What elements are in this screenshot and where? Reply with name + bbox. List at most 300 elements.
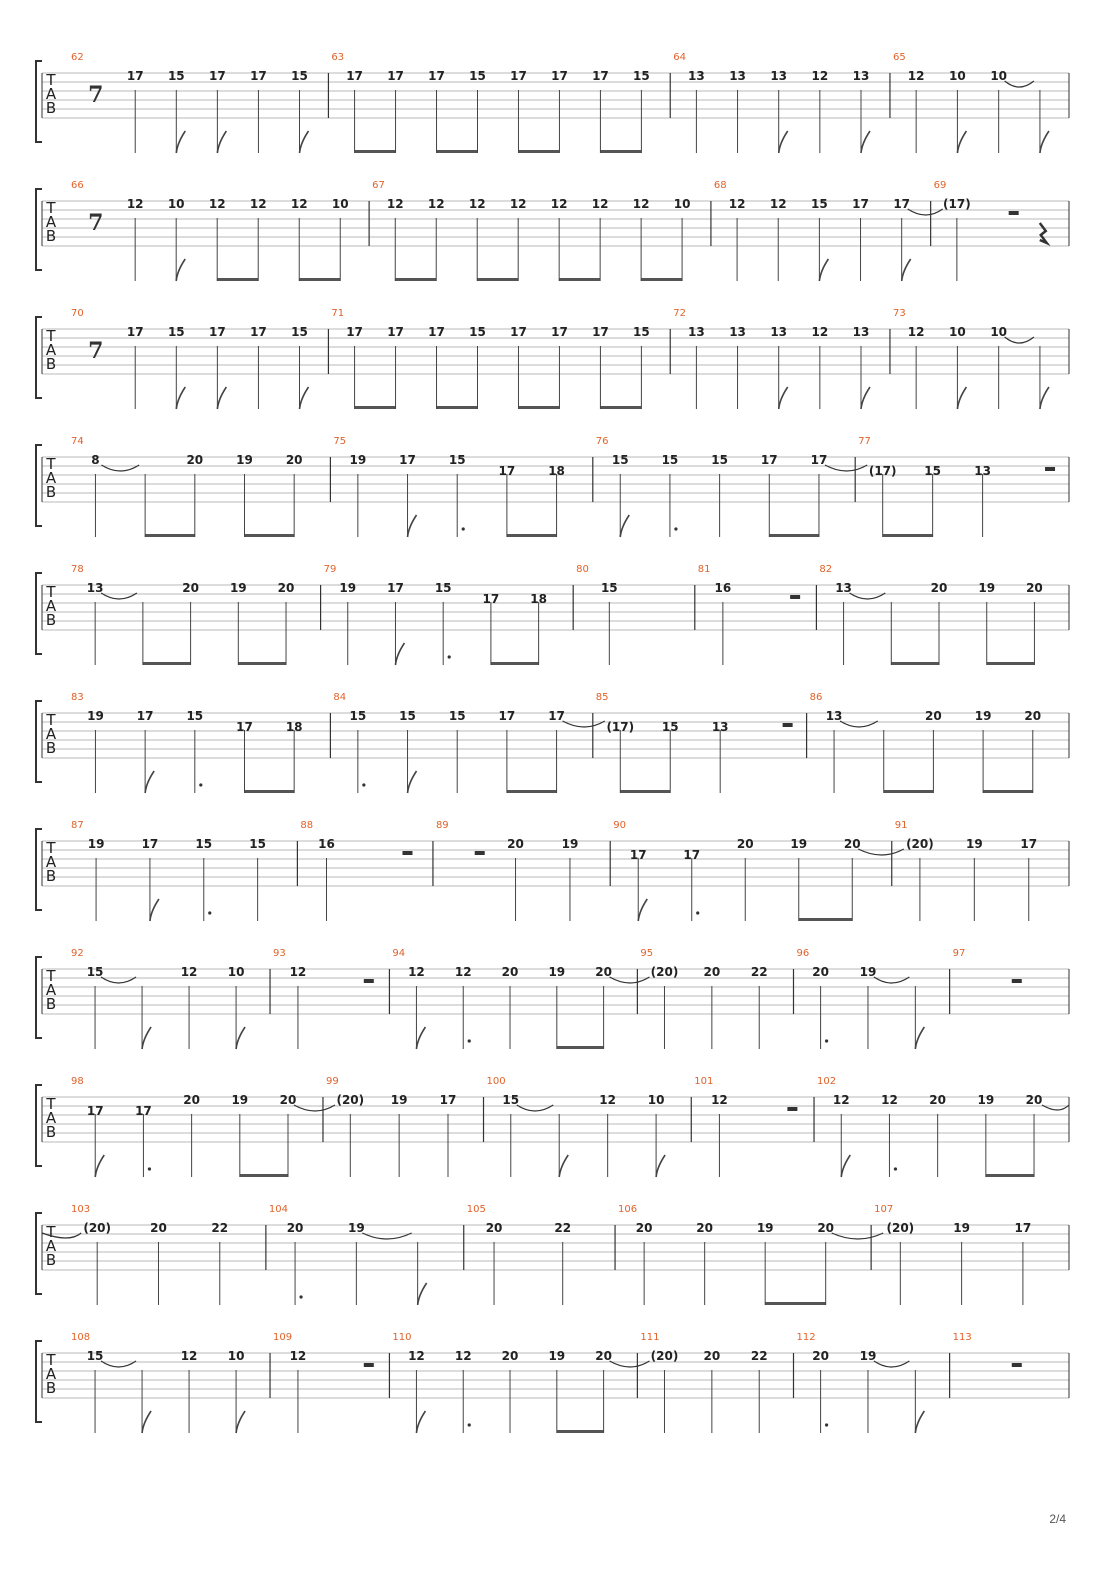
fret-number: 20 — [696, 1221, 714, 1235]
beam — [986, 1174, 1034, 1177]
tab-clef-letter: B — [45, 355, 57, 373]
fret-number: (20) — [336, 1093, 365, 1107]
measure-number: 82 — [819, 564, 833, 575]
measure-number: 85 — [595, 692, 609, 703]
fret-number: 20 — [929, 1093, 946, 1107]
fret-number: 17 — [893, 197, 911, 211]
eighth-flag — [408, 515, 417, 537]
fret-number: 20 — [501, 965, 519, 979]
half-rest — [790, 595, 800, 599]
fret-number: 20 — [635, 1221, 653, 1235]
measure-number: 111 — [640, 1332, 660, 1343]
fret-number: 19 — [548, 965, 566, 979]
tab-clef-letter: A — [45, 341, 57, 359]
fret-number: 10 — [227, 965, 245, 979]
fret-number: (17) — [868, 464, 897, 478]
measure-number: 92 — [71, 948, 84, 959]
fret-number: 20 — [595, 1349, 612, 1363]
fret-number: 17 — [592, 69, 609, 83]
fret-number: 17 — [760, 453, 778, 467]
measure-number: 102 — [817, 1076, 837, 1087]
measure-number: 75 — [333, 436, 347, 447]
eighth-flag — [638, 899, 647, 921]
beam — [600, 406, 641, 409]
fret-number: 12 — [408, 965, 425, 979]
fret-number: (17) — [943, 197, 971, 211]
eighth-rest: 7 — [88, 82, 104, 108]
fret-number: 20 — [812, 965, 829, 979]
measure-number: 72 — [673, 308, 686, 319]
fret-number: 20 — [930, 581, 948, 595]
duration-dot — [299, 1295, 302, 1298]
fret-number: 20 — [817, 1221, 835, 1235]
fret-number: 17 — [498, 464, 516, 478]
fret-number: 17 — [428, 325, 445, 339]
fret-number: 19 — [349, 453, 367, 467]
fret-number: 17 — [439, 1093, 457, 1107]
measure-number: 100 — [486, 1076, 506, 1087]
fret-number: 17 — [141, 837, 159, 851]
fret-number: 12 — [550, 197, 568, 211]
beam — [600, 150, 641, 153]
measure-number: 106 — [618, 1204, 638, 1215]
fret-number: 12 — [832, 1093, 850, 1107]
tab-clef-letter: A — [45, 981, 57, 999]
fret-number: 16 — [318, 837, 335, 851]
beam — [244, 790, 294, 793]
fret-number: 15 — [469, 69, 486, 83]
eighth-flag — [150, 899, 159, 921]
measure-number: 68 — [713, 180, 727, 191]
fret-number: 18 — [530, 592, 547, 606]
duration-dot — [448, 655, 451, 658]
fret-number: 17 — [387, 581, 404, 595]
fret-number: 16 — [714, 581, 732, 595]
fret-number: 17 — [250, 69, 267, 83]
fret-number: 20 — [150, 1221, 167, 1235]
eighth-flag — [915, 1411, 924, 1433]
system-bracket — [36, 701, 42, 782]
fret-number: 12 — [180, 965, 198, 979]
fret-number: 19 — [790, 837, 808, 851]
measure-number: 88 — [300, 820, 314, 831]
fret-number: 15 — [167, 325, 185, 339]
tab-clef-letter: T — [46, 1351, 56, 1369]
fret-number: 10 — [647, 1093, 665, 1107]
measure-number: 62 — [71, 52, 84, 63]
fret-number: 15 — [711, 453, 728, 467]
fret-number: 20 — [736, 837, 754, 851]
tab-clef-letter: B — [45, 1379, 57, 1397]
beam — [355, 150, 396, 153]
fret-number: 20 — [279, 1093, 297, 1107]
half-rest — [1009, 211, 1019, 215]
fret-number: 12 — [454, 965, 472, 979]
fret-number: 22 — [554, 1221, 572, 1235]
fret-number: 18 — [548, 464, 565, 478]
fret-number: 12 — [907, 325, 925, 339]
fret-number: 19 — [231, 1093, 249, 1107]
tab-clef-letter: A — [45, 85, 57, 103]
fret-number: 10 — [949, 325, 966, 339]
fret-number: 12 — [711, 1093, 728, 1107]
duration-dot — [825, 1039, 828, 1042]
beam — [884, 790, 934, 793]
fret-number: 12 — [591, 197, 609, 211]
fret-number: 13 — [825, 709, 843, 723]
measure-number: 96 — [796, 948, 810, 959]
fret-number: 20 — [703, 1349, 721, 1363]
fret-number: 13 — [852, 325, 870, 339]
fret-number: 20 — [595, 965, 612, 979]
fret-number: 13 — [688, 69, 705, 83]
eighth-flag — [957, 387, 966, 409]
fret-number: 10 — [331, 197, 349, 211]
half-rest — [1012, 1363, 1022, 1367]
tab-clef-letter: T — [46, 327, 56, 345]
eighth-flag — [176, 259, 185, 281]
tab-clef-letter: T — [46, 1223, 56, 1241]
fret-number: (17) — [606, 720, 635, 734]
fret-number: 15 — [611, 453, 629, 467]
fret-number: 10 — [990, 69, 1008, 83]
fret-number: 20 — [1026, 581, 1043, 595]
eighth-flag — [861, 131, 870, 153]
tab-clef-letter: T — [46, 839, 56, 857]
eighth-flag — [819, 259, 828, 281]
fret-number: 20 — [1024, 709, 1042, 723]
fret-number: 17 — [510, 325, 527, 339]
fret-number: (20) — [83, 1221, 112, 1235]
fret-number: 12 — [468, 197, 486, 211]
fret-number: 19 — [236, 453, 253, 467]
fret-number: 17 — [346, 69, 363, 83]
fret-number: 10 — [990, 325, 1008, 339]
eighth-rest: 7 — [88, 338, 104, 364]
fret-number: 15 — [469, 325, 486, 339]
fret-number: 19 — [229, 581, 247, 595]
eighth-flag — [142, 1027, 151, 1049]
fret-number: 19 — [87, 709, 104, 723]
fret-number: 13 — [729, 69, 746, 83]
tab-clef-letter: B — [45, 739, 57, 757]
tab-clef-letter: B — [45, 1123, 57, 1141]
fret-number: 17 — [236, 720, 253, 734]
eighth-flag — [902, 259, 911, 281]
beam — [491, 662, 539, 665]
fret-number: 17 — [1020, 837, 1038, 851]
duration-dot — [825, 1423, 828, 1426]
fret-number: 12 — [289, 965, 307, 979]
half-rest — [402, 851, 412, 855]
fret-number: 15 — [291, 325, 308, 339]
measure-number: 105 — [466, 1204, 486, 1215]
beam — [987, 662, 1035, 665]
fret-number: 10 — [673, 197, 691, 211]
measure-number: 109 — [273, 1332, 293, 1343]
fret-number: 13 — [711, 720, 729, 734]
fret-number: 17 — [852, 197, 869, 211]
fret-number: 15 — [502, 1093, 520, 1107]
fret-number: 12 — [126, 197, 144, 211]
tab-clef-letter: B — [45, 483, 57, 501]
duration-dot — [148, 1167, 151, 1170]
eighth-flag — [395, 643, 404, 665]
beam — [477, 278, 518, 281]
eighth-flag — [779, 131, 788, 153]
duration-dot — [362, 783, 365, 786]
measure-number: 78 — [71, 564, 84, 575]
fret-number: 12 — [811, 325, 829, 339]
half-rest — [1012, 979, 1022, 983]
beam — [507, 790, 557, 793]
fret-number: 13 — [770, 325, 788, 339]
fret-number: (20) — [650, 1349, 679, 1363]
system-bracket — [36, 573, 42, 654]
fret-number: 15 — [186, 709, 204, 723]
eighth-flag — [861, 387, 870, 409]
fret-number: 20 — [843, 837, 861, 851]
tab-clef-letter: A — [45, 1237, 57, 1255]
eighth-flag — [620, 515, 629, 537]
fret-number: 12 — [386, 197, 404, 211]
duration-dot — [199, 783, 202, 786]
fret-number: 15 — [633, 69, 650, 83]
fret-number: 20 — [703, 965, 721, 979]
system-bracket — [36, 829, 42, 910]
fret-number: 17 — [1014, 1221, 1032, 1235]
system-bracket — [36, 317, 42, 398]
tab-clef-letter: A — [45, 469, 57, 487]
measure-number: 79 — [323, 564, 337, 575]
fret-number: 19 — [561, 837, 579, 851]
measure-number: 93 — [273, 948, 286, 959]
measure-number: 112 — [796, 1332, 816, 1343]
system-bracket — [36, 1085, 42, 1166]
beam — [437, 150, 478, 153]
fret-number: 15 — [86, 1349, 104, 1363]
fret-number: 12 — [881, 1093, 898, 1107]
tab-clef-letter: B — [45, 611, 57, 629]
eighth-flag — [176, 131, 185, 153]
eighth-flag — [236, 1411, 245, 1433]
fret-number: 19 — [390, 1093, 408, 1107]
fret-number: 15 — [924, 464, 941, 478]
fret-number: 12 — [632, 197, 650, 211]
fret-number: 8 — [91, 453, 100, 467]
fret-number: (20) — [650, 965, 679, 979]
measure-number: 70 — [71, 308, 84, 319]
beam — [559, 278, 600, 281]
tab-clef-letter: T — [46, 583, 56, 601]
half-rest — [364, 1363, 374, 1367]
eighth-flag — [779, 387, 788, 409]
fret-number: 17 — [428, 69, 445, 83]
duration-dot — [696, 911, 699, 914]
measure-number: 73 — [892, 308, 906, 319]
beam — [799, 918, 853, 921]
duration-dot — [674, 527, 677, 530]
fret-number: (20) — [906, 837, 934, 851]
fret-number: 12 — [599, 1093, 617, 1107]
measure-number: 71 — [331, 308, 345, 319]
beam — [557, 1046, 604, 1049]
measure-number: 84 — [333, 692, 347, 703]
beam — [395, 278, 436, 281]
fret-number: 15 — [811, 197, 828, 211]
measure-number: 97 — [952, 948, 966, 959]
fret-number: 20 — [925, 709, 942, 723]
fret-number: 20 — [285, 453, 303, 467]
page-number: 2/4 — [1049, 1512, 1066, 1526]
fret-number: 12 — [408, 1349, 425, 1363]
half-rest — [787, 1107, 797, 1111]
fret-number: 13 — [974, 464, 991, 478]
measure-number: 99 — [325, 1076, 339, 1087]
tab-clef-letter: A — [45, 213, 57, 231]
eighth-flag — [217, 131, 226, 153]
fret-number: 17 — [551, 325, 568, 339]
beam — [143, 662, 191, 665]
fret-number: 13 — [688, 325, 705, 339]
system-bracket — [36, 445, 42, 526]
fret-number: 19 — [977, 1093, 995, 1107]
eighth-flag — [418, 1283, 427, 1305]
half-rest — [783, 723, 793, 727]
fret-number: 13 — [835, 581, 852, 595]
fret-number: 10 — [167, 197, 185, 211]
eighth-flag — [416, 1027, 425, 1049]
fret-number: 17 — [387, 325, 404, 339]
tab-clef-letter: B — [45, 99, 57, 117]
beam — [557, 1430, 604, 1433]
beam — [620, 790, 670, 793]
fret-number: 15 — [448, 453, 466, 467]
fret-number: 15 — [349, 709, 367, 723]
measure-number: 110 — [392, 1332, 412, 1343]
fret-number: 15 — [448, 709, 466, 723]
beam — [883, 534, 933, 537]
quarter-rest — [1040, 223, 1047, 243]
beam — [145, 534, 195, 537]
tab-clef-letter: B — [45, 995, 57, 1013]
fret-number: 17 — [551, 69, 568, 83]
fret-number: 10 — [949, 69, 966, 83]
fret-number: 15 — [86, 965, 104, 979]
fret-number: 17 — [510, 69, 527, 83]
fret-number: 19 — [859, 1349, 877, 1363]
measure-number: 65 — [892, 52, 906, 63]
tab-clef-letter: A — [45, 597, 57, 615]
beam — [437, 406, 478, 409]
measure-number: 63 — [331, 52, 345, 63]
eighth-flag — [1040, 131, 1049, 153]
measure-number: 77 — [858, 436, 871, 447]
fret-number: 22 — [750, 1349, 768, 1363]
fret-number: 19 — [859, 965, 877, 979]
tab-clef-letter: A — [45, 1109, 57, 1127]
fret-number: 13 — [86, 581, 104, 595]
fret-number: 12 — [728, 197, 746, 211]
fret-number: 12 — [454, 1349, 472, 1363]
fret-number: 17 — [135, 1104, 152, 1118]
fret-number: 17 — [136, 709, 154, 723]
fret-number: 20 — [286, 1221, 304, 1235]
system-bracket — [36, 957, 42, 1038]
half-rest — [475, 851, 485, 855]
measure-number: 94 — [392, 948, 406, 959]
measure-number: 64 — [673, 52, 686, 63]
eighth-flag — [915, 1027, 924, 1049]
beam — [240, 1174, 288, 1177]
measure-number: 76 — [595, 436, 609, 447]
tab-clef-letter: T — [46, 967, 56, 985]
fret-number: 19 — [548, 1349, 566, 1363]
duration-dot — [468, 1039, 471, 1042]
fret-number: 17 — [498, 709, 516, 723]
fret-number: 20 — [812, 1349, 829, 1363]
fret-number: 12 — [180, 1349, 198, 1363]
duration-dot — [208, 911, 211, 914]
eighth-flag — [236, 1027, 245, 1049]
fret-number: 20 — [1025, 1093, 1043, 1107]
fret-number: 19 — [974, 709, 992, 723]
fret-number: 17 — [810, 453, 828, 467]
fret-number: 15 — [600, 581, 618, 595]
eighth-flag — [142, 1411, 151, 1433]
measure-number: 81 — [697, 564, 711, 575]
tab-clef-letter: T — [46, 455, 56, 473]
tab-clef-letter: A — [45, 853, 57, 871]
fret-number: 17 — [482, 592, 500, 606]
system-bracket — [36, 1213, 42, 1294]
half-rest — [1045, 467, 1055, 471]
fret-number: 12 — [907, 69, 925, 83]
fret-number: 17 — [250, 325, 267, 339]
beam — [518, 406, 559, 409]
fret-number: 19 — [978, 581, 996, 595]
fret-number: 17 — [126, 69, 144, 83]
tab-clef-letter: B — [45, 867, 57, 885]
fret-number: 12 — [509, 197, 527, 211]
eighth-rest: 7 — [88, 210, 104, 236]
fret-number: 13 — [852, 69, 870, 83]
tab-clef-letter: B — [45, 1251, 57, 1269]
fret-number: 15 — [661, 720, 679, 734]
fret-number: 17 — [86, 1104, 104, 1118]
measure-number: 69 — [933, 180, 947, 191]
beam — [244, 534, 294, 537]
beam — [217, 278, 258, 281]
eighth-flag — [559, 1155, 568, 1177]
eighth-flag — [1040, 387, 1049, 409]
eighth-flag — [957, 131, 966, 153]
beam — [355, 406, 396, 409]
measure-number: 101 — [694, 1076, 714, 1087]
fret-number: 22 — [750, 965, 768, 979]
fret-number: 12 — [427, 197, 445, 211]
fret-number: 19 — [339, 581, 357, 595]
fret-number: 15 — [195, 837, 213, 851]
fret-number: 10 — [227, 1349, 245, 1363]
fret-number: 12 — [769, 197, 787, 211]
beam — [507, 534, 557, 537]
fret-number: 17 — [683, 848, 701, 862]
fret-number: 20 — [182, 581, 199, 595]
eighth-flag — [656, 1155, 665, 1177]
tab-clef-letter: T — [46, 71, 56, 89]
system-bracket — [36, 61, 42, 142]
